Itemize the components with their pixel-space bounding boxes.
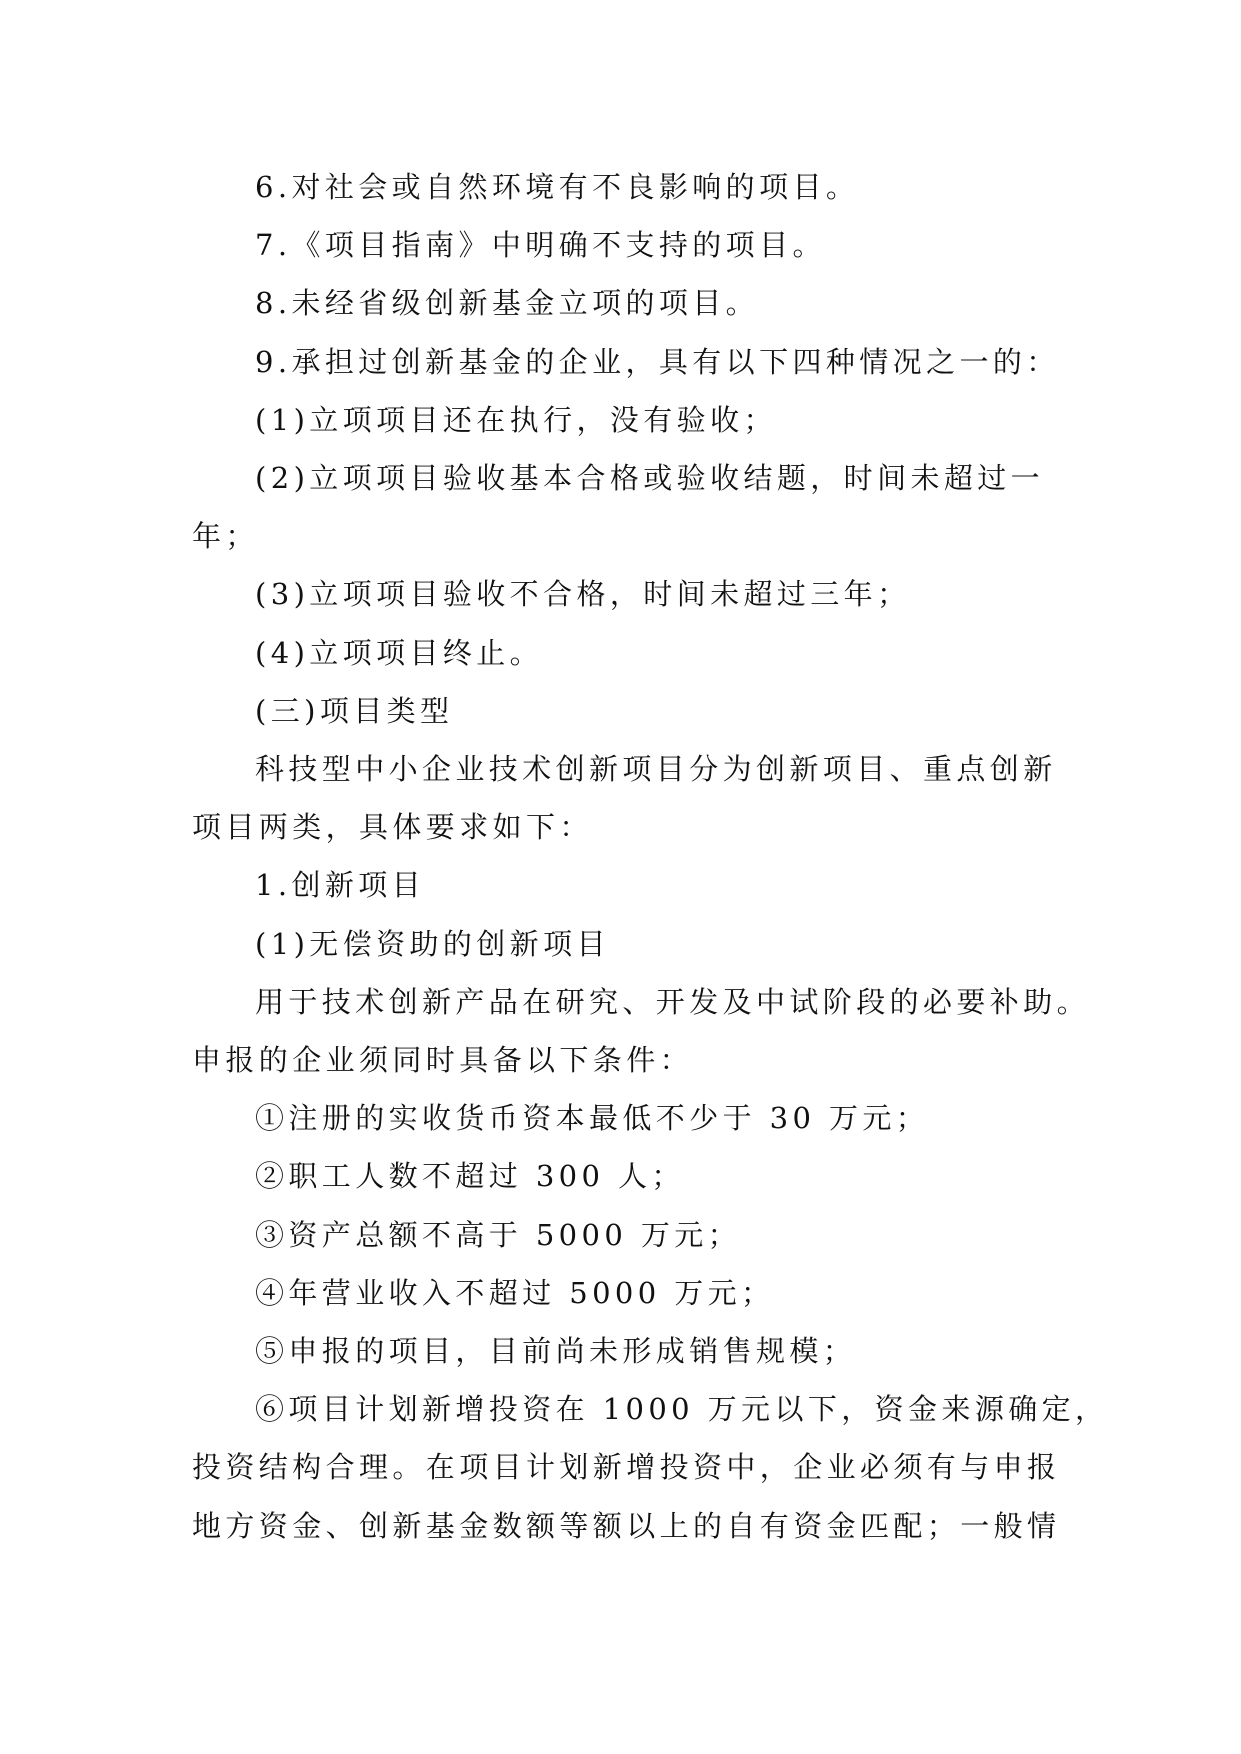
paragraph-line: 8.未经省级创新基金立项的项目。 xyxy=(255,286,760,321)
paragraph-line: 6.对社会或自然环境有不良影响的项目。 xyxy=(255,170,860,204)
subsection-heading: 1.创新项目 xyxy=(255,868,426,903)
paragraph-line: 投资结构合理。在项目计划新增投资中，企业必须有与申报 xyxy=(192,1450,1061,1485)
condition-item: ⑥项目计划新增投资在 1000 万元以下，资金来源确定， xyxy=(255,1392,1109,1427)
condition-item: ⑤申报的项目，目前尚未形成销售规模； xyxy=(255,1334,857,1369)
paragraph-line: (1)立项项目还在执行，没有验收； xyxy=(255,402,777,437)
condition-item: ③资产总额不高于 5000 万元； xyxy=(255,1217,742,1252)
paragraph-line: (4)立项项目终止。 xyxy=(255,635,544,670)
section-heading: (三)项目类型 xyxy=(255,693,454,728)
condition-item: ④年营业收入不超过 5000 万元； xyxy=(255,1275,775,1310)
document-body xyxy=(192,158,1109,1555)
paragraph-line: 用于技术创新产品在研究、开发及中试阶段的必要补助。 xyxy=(255,984,1091,1019)
paragraph-line: 项目两类，具体要求如下： xyxy=(192,810,593,845)
paragraph-line: (3)立项项目验收不合格，时间未超过三年； xyxy=(255,577,911,612)
paragraph-line: 年； xyxy=(192,519,259,554)
paragraph-line: 科技型中小企业技术创新项目分为创新项目、重点创新 xyxy=(255,752,1057,787)
paragraph-line: 7.《项目指南》中明确不支持的项目。 xyxy=(255,228,826,263)
paragraph-line: 地方资金、创新基金数额等额以上的自有资金匹配；一般情 xyxy=(192,1508,1061,1543)
paragraph-line: (2)立项项目验收基本合格或验收结题，时间未超过一 xyxy=(255,461,1045,496)
condition-item: ①注册的实收货币资本最低不少于 30 万元； xyxy=(255,1101,930,1136)
paragraph-line: 9.承担过创新基金的企业，具有以下四种情况之一的： xyxy=(255,344,1060,379)
subsection-heading: (1)无偿资助的创新项目 xyxy=(255,926,610,961)
condition-item: ②职工人数不超过 300 人； xyxy=(255,1159,685,1194)
paragraph-line: 申报的企业须同时具备以下条件： xyxy=(192,1043,694,1078)
